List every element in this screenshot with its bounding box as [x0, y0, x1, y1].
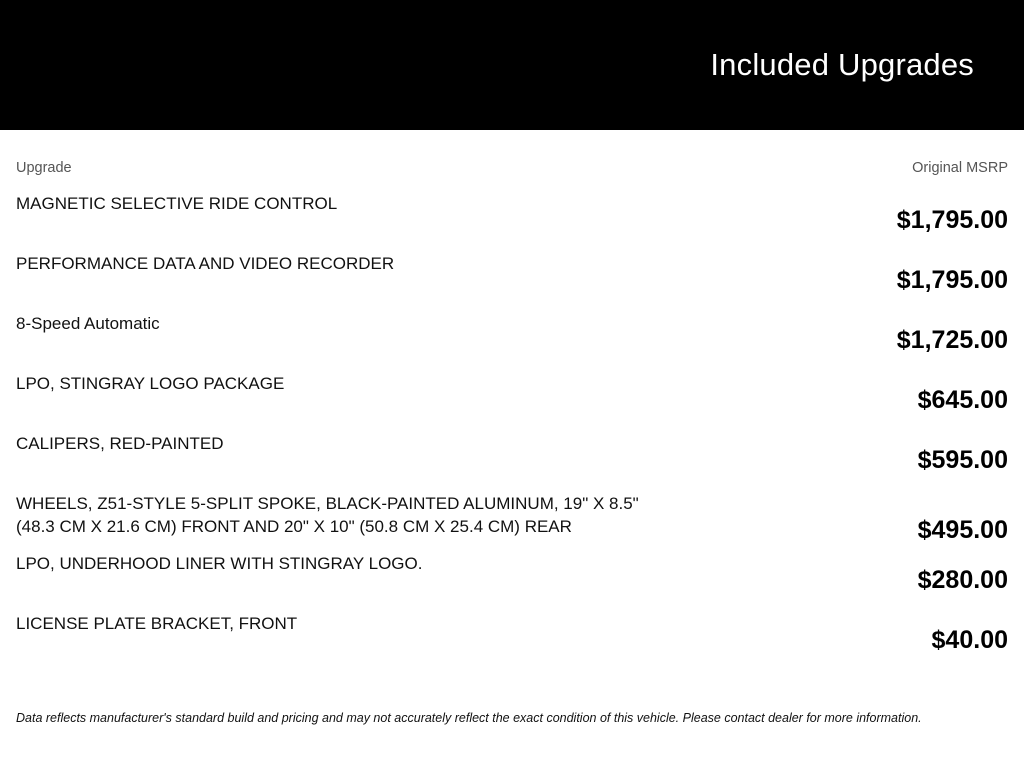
upgrade-price: $1,795.00	[896, 206, 1008, 234]
upgrade-price: $595.00	[917, 446, 1008, 474]
upgrade-name: LPO, STINGRAY LOGO PACKAGE	[16, 374, 285, 393]
table-row	[16, 250, 1008, 310]
upgrade-price: $1,795.00	[896, 266, 1008, 294]
upgrade-price: $1,725.00	[896, 326, 1008, 354]
upgrade-name: WHEELS, Z51-STYLE 5-SPLIT SPOKE, BLACK-PAINTED ALUMINUM, 19" X 8.5" (48.3 CM X 21.6 CM) FRONT AND 20" X 10" (50.8 CM X 25.4 CM) REAR	[16, 494, 639, 536]
page-header	[0, 0, 1024, 130]
table-row	[16, 370, 1008, 430]
table-column-headers	[16, 130, 1008, 182]
table-row	[16, 550, 1008, 610]
disclaimer-text: Data reflects manufacturer's standard build and pricing and may not accurately reflect the exact condition of this vehicle. Please contact dealer for more information.	[16, 711, 922, 725]
upgrade-name: 8-Speed Automatic	[16, 314, 160, 333]
column-header-upgrade: Upgrade	[16, 160, 72, 176]
table-row	[16, 190, 1008, 250]
upgrades-table	[16, 190, 1008, 670]
table-row	[16, 610, 1008, 670]
table-row	[16, 490, 1008, 550]
upgrade-name: PERFORMANCE DATA AND VIDEO RECORDER	[16, 254, 395, 273]
column-header-original-msrp: Original MSRP	[912, 160, 1008, 176]
upgrade-name: MAGNETIC SELECTIVE RIDE CONTROL	[16, 194, 338, 213]
table-row	[16, 430, 1008, 490]
upgrades-content	[0, 130, 1024, 670]
upgrade-price: $645.00	[917, 386, 1008, 414]
upgrade-name: LPO, UNDERHOOD LINER WITH STINGRAY LOGO.	[16, 554, 423, 573]
upgrade-name: LICENSE PLATE BRACKET, FRONT	[16, 614, 298, 633]
upgrade-price: $495.00	[917, 516, 1008, 544]
upgrade-price: $280.00	[917, 566, 1008, 594]
upgrade-price: $40.00	[931, 626, 1008, 654]
page-title: Included Upgrades	[710, 47, 974, 82]
upgrade-name: CALIPERS, RED-PAINTED	[16, 434, 224, 453]
table-row	[16, 310, 1008, 370]
